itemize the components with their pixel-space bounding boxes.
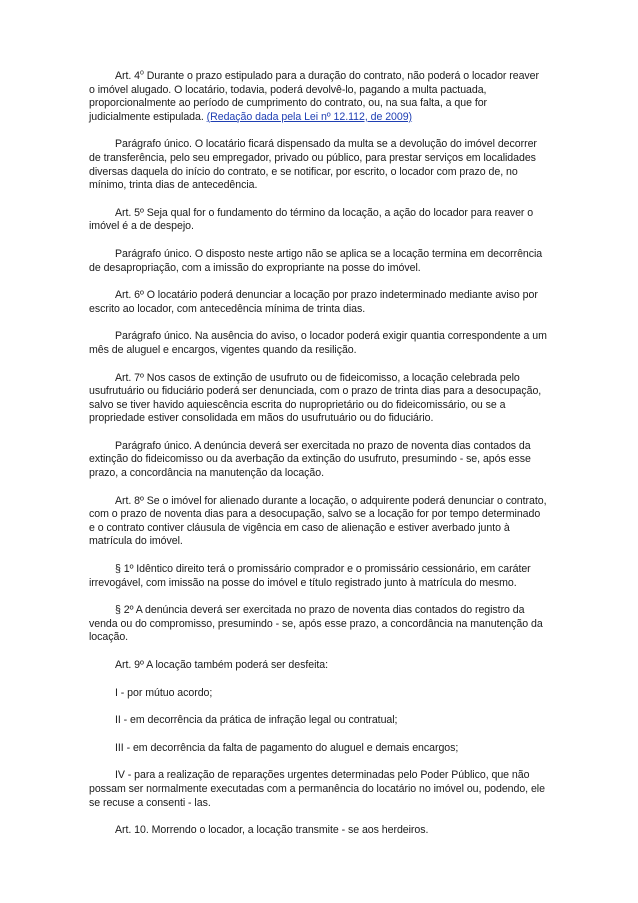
article-4-text: Durante o prazo estipulado para a duração do contrato, não poderá o locador reaver o imóvel alugado. O locatário, todavia, poderá devolvê-lo, pagando a multa pactuada, proporcionalmente ao período de cumprimento do contrato, ou, na sua falta, a que for judicialmente estipulada. [89,70,540,123]
article-10-paragraph: Art. 10. Morrendo o locador, a locação transmite - se aos herdeiros. [115,824,429,837]
article-9-item-i: I - por mútuo acordo; [115,686,213,699]
article-9-paragraph: Art. 9º A locação também poderá ser desfeita: [115,659,329,671]
amendment-link[interactable]: (Redação dada pela Lei nº 12.112, de 2009) [206,110,413,123]
article-6-paragraph: Art. 6º O locatário poderá denunciar a locação por prazo indeterminado mediante aviso por escrito ao locador, com antecedência mínima de trinta dias. [89,289,538,315]
article-5-paragraph: Art. 5º Seja qual for o fundamento do término da locação, a ação do locador para reaver o imóvel é a de despejo. [89,206,534,233]
document-page [89,70,547,838]
article-9-item-iii: III - em decorrência da falta de pagamento do aluguel e demais encargos; [115,741,459,754]
article-8-section-1: § 1º Idêntico direito terá o promissário comprador e o promissário cessionário, em caráter irrevogável, com imissão na posse do imóvel e título registrado junto à matrícula do mesmo. [89,563,531,589]
article-4-lead: Art. 4 [115,70,141,82]
article-4-sole-paragraph: Parágrafo único. O locatário ficará dispensado da multa se a devolução do imóvel decorrer de transferência, pelo seu empregador, privado ou público, para prestar serviços em localidades diversas daquela do início do contrato, e se notificar, por escrito, o locador com prazo de, no mínimo, trinta dias de antecedência. [89,138,537,192]
article-9-item-iv: IV - para a realização de reparações urgentes determinadas pelo Poder Público, que não possam ser normalmente executadas com a permanência do locatário no imóvel ou, podendo, ele se recuse a consenti - las. [89,769,545,809]
article-4-paragraph [89,70,547,124]
article-4-superscript: o [140,69,144,77]
article-8-paragraph: Art. 8º Se o imóvel for alienado durante a locação, o adquirente poderá denunciar o contrato, com o prazo de noventa dias para a desocupação, salvo se a locação for por tempo determinado e o contrato contiver cláusula de vigência em caso de alienação e estiver averbado junto à matrícula do imóvel. [89,494,547,548]
article-7-paragraph: Art. 7º Nos casos de extinção de usufruto ou de fideicomisso, a locação celebrada pelo usufrutuário ou fiduciário poderá ser denunciada, com o prazo de trinta dias para a desocupação, salvo se tiver havido aquiescência escrita do nuproprietário ou do fideicomissário, ou se a propriedade estiver consolidada em mãos do usufrutuário ou do fiduciário. [89,371,542,425]
article-7-sole-paragraph: Parágrafo único. A denúncia deverá ser exercitada no prazo de noventa dias contados da extinção do fideicomisso ou da averbação da extinção do usufruto, presumindo - se, após esse prazo, a concordância na manutenção da locação. [89,439,531,480]
article-8-section-2: § 2º A denúncia deverá ser exercitada no prazo de noventa dias contados do registro da venda ou do compromisso, presumindo - se, após esse prazo, a concordância na manutenção da locação. [89,604,543,644]
article-9-item-ii: II - em decorrência da prática de infração legal ou contratual; [115,714,398,727]
article-6-sole-paragraph: Parágrafo único. Na ausência do aviso, o locador poderá exigir quantia correspondente a um mês de aluguel e encargos, vigentes quando da resilição. [89,330,547,356]
article-5-sole-paragraph: Parágrafo único. O disposto neste artigo não se aplica se a locação termina em decorrência de desapropriação, com a imissão do expropriante na posse do imóvel. [89,247,543,274]
